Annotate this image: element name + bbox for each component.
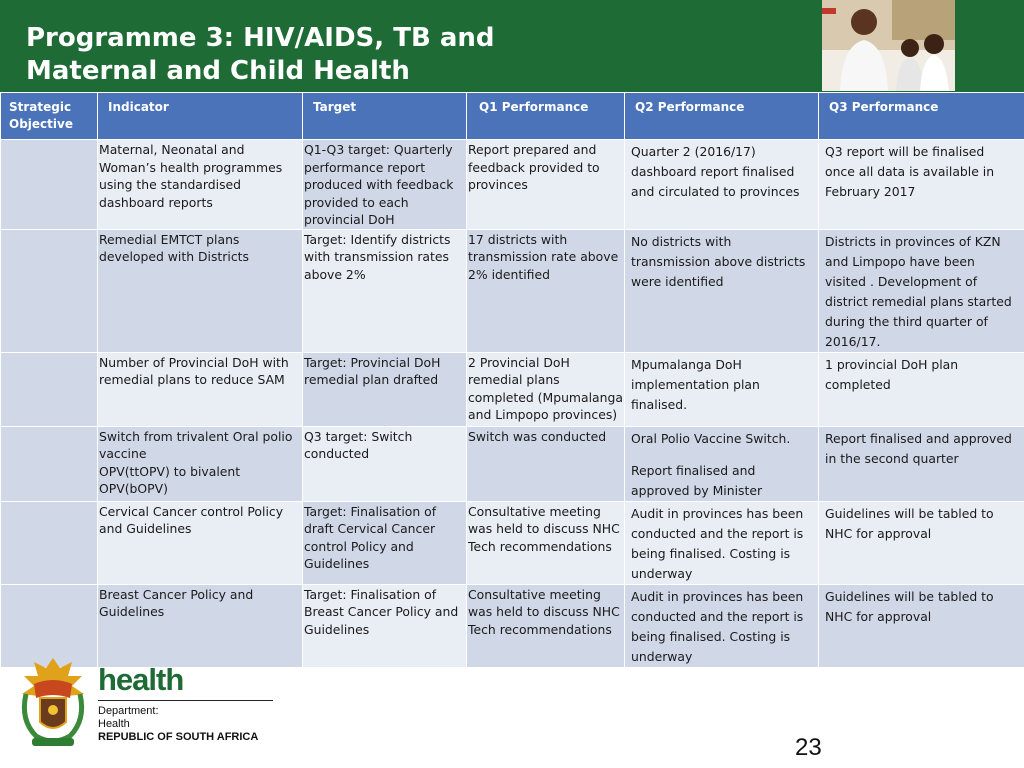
header-q1-performance: Q1 Performance [467, 93, 625, 140]
slide-title [26, 22, 726, 88]
objective-cell [1, 140, 98, 230]
q3-cell: Guidelines will be tabled to NHC for approval [819, 501, 1024, 584]
q3-cell: Districts in provinces of KZN and Limpopo have been visited . Development of district remedial plans started during the third quarter of 2016/17. [819, 229, 1024, 352]
table-row [1, 140, 1024, 230]
health-brand-wordmark: health [98, 662, 184, 697]
q2-cell: Quarter 2 (2016/17) dashboard report finalised and circulated to provinces [625, 140, 819, 230]
header-strategic-objective: Strategic Objective [1, 93, 98, 140]
q1-cell: 17 districts with transmission rate above 2% identified [467, 229, 625, 352]
q3-cell: 1 provincial DoH plan completed [819, 352, 1024, 426]
objective-cell [1, 352, 98, 426]
q1-cell: Consultative meeting was held to discuss NHC Tech recommendations [467, 584, 625, 667]
dept-line-2: Health [98, 718, 130, 730]
table-row [1, 352, 1024, 426]
dept-line-3: REPUBLIC OF SOUTH AFRICA [98, 731, 259, 743]
target-cell: Target: Finalisation of Breast Cancer Policy and Guidelines [303, 584, 467, 667]
indicator-cell [98, 426, 303, 501]
q1-cell: 2 Provincial DoH remedial plans completed (Mpumalanga and Limpopo provinces) [467, 352, 625, 426]
header-photo [822, 0, 955, 91]
q3-cell: Q3 report will be finalised once all data is available in February 2017 [819, 140, 1024, 230]
target-cell: Target: Identify districts with transmission rates above 2% [303, 229, 467, 352]
indicator-cell: Remedial EMTCT plans developed with Districts [98, 229, 303, 352]
indicator-cell: Number of Provincial DoH with remedial plans to reduce SAM [98, 352, 303, 426]
q3-cell: Report finalised and approved in the second quarter [819, 426, 1024, 501]
dept-line-1: Department: [98, 705, 159, 717]
q2-cell: Audit in provinces has been conducted and the report is being finalised. Costing is underway [625, 501, 819, 584]
q3-cell: Guidelines will be tabled to NHC for approval [819, 584, 1024, 667]
table-row [1, 584, 1024, 667]
department-label [98, 705, 258, 744]
objective-cell [1, 229, 98, 352]
indicator-cell: Maternal, Neonatal and Woman’s health programmes using the standardised dashboard reports [98, 140, 303, 230]
brand-divider [98, 700, 273, 701]
objective-cell [1, 501, 98, 584]
q2-cell [625, 426, 819, 501]
q1-cell: Consultative meeting was held to discuss NHC Tech recommendations [467, 501, 625, 584]
table-header-row [1, 93, 1024, 140]
title-line-2: Maternal and Child Health [26, 56, 410, 86]
header-indicator: Indicator [98, 93, 303, 140]
header-q3-performance: Q3 Performance [819, 93, 1024, 140]
target-cell: Target: Provincial DoH remedial plan drafted [303, 352, 467, 426]
table-row [1, 229, 1024, 352]
q2-line: Oral Polio Vaccine Switch. [631, 430, 791, 446]
q1-cell: Report prepared and feedback provided to provinces [467, 140, 625, 230]
page-number: 23 [795, 734, 822, 761]
coat-of-arms-logo [14, 654, 92, 752]
spacer [631, 449, 812, 461]
target-cell: Q1-Q3 target: Quarterly performance report produced with feedback provided to each provincial DoH [303, 140, 467, 230]
q2-line: Report finalised and approved by Minister [631, 462, 763, 498]
indicator-cell: Cervical Cancer control Policy and Guidelines [98, 501, 303, 584]
target-cell: Target: Finalisation of draft Cervical Cancer control Policy and Guidelines [303, 501, 467, 584]
q2-cell: Audit in provinces has been conducted and the report is being finalised. Costing is underway [625, 584, 819, 667]
q2-cell: Mpumalanga DoH implementation plan finalised. [625, 352, 819, 426]
q2-cell: No districts with transmission above districts were identified [625, 229, 819, 352]
slide-header [0, 0, 1024, 92]
table-row [1, 426, 1024, 501]
header-target: Target [303, 93, 467, 140]
indicator-line: OPV(ttOPV) to bivalent OPV(bOPV) [99, 463, 241, 496]
coat-of-arms-icon [14, 654, 92, 752]
target-cell: Q3 target: Switch conducted [303, 426, 467, 501]
q1-cell: Switch was conducted [467, 426, 625, 501]
table-row [1, 501, 1024, 584]
title-line-1: Programme 3: HIV/AIDS, TB and [26, 23, 495, 53]
performance-table [0, 92, 1024, 668]
nurse-children-photo-icon [822, 0, 955, 91]
header-q2-performance: Q2 Performance [625, 93, 819, 140]
indicator-line: Switch from trivalent Oral polio vaccine [99, 428, 293, 461]
objective-cell [1, 426, 98, 501]
indicator-cell: Breast Cancer Policy and Guidelines [98, 584, 303, 667]
